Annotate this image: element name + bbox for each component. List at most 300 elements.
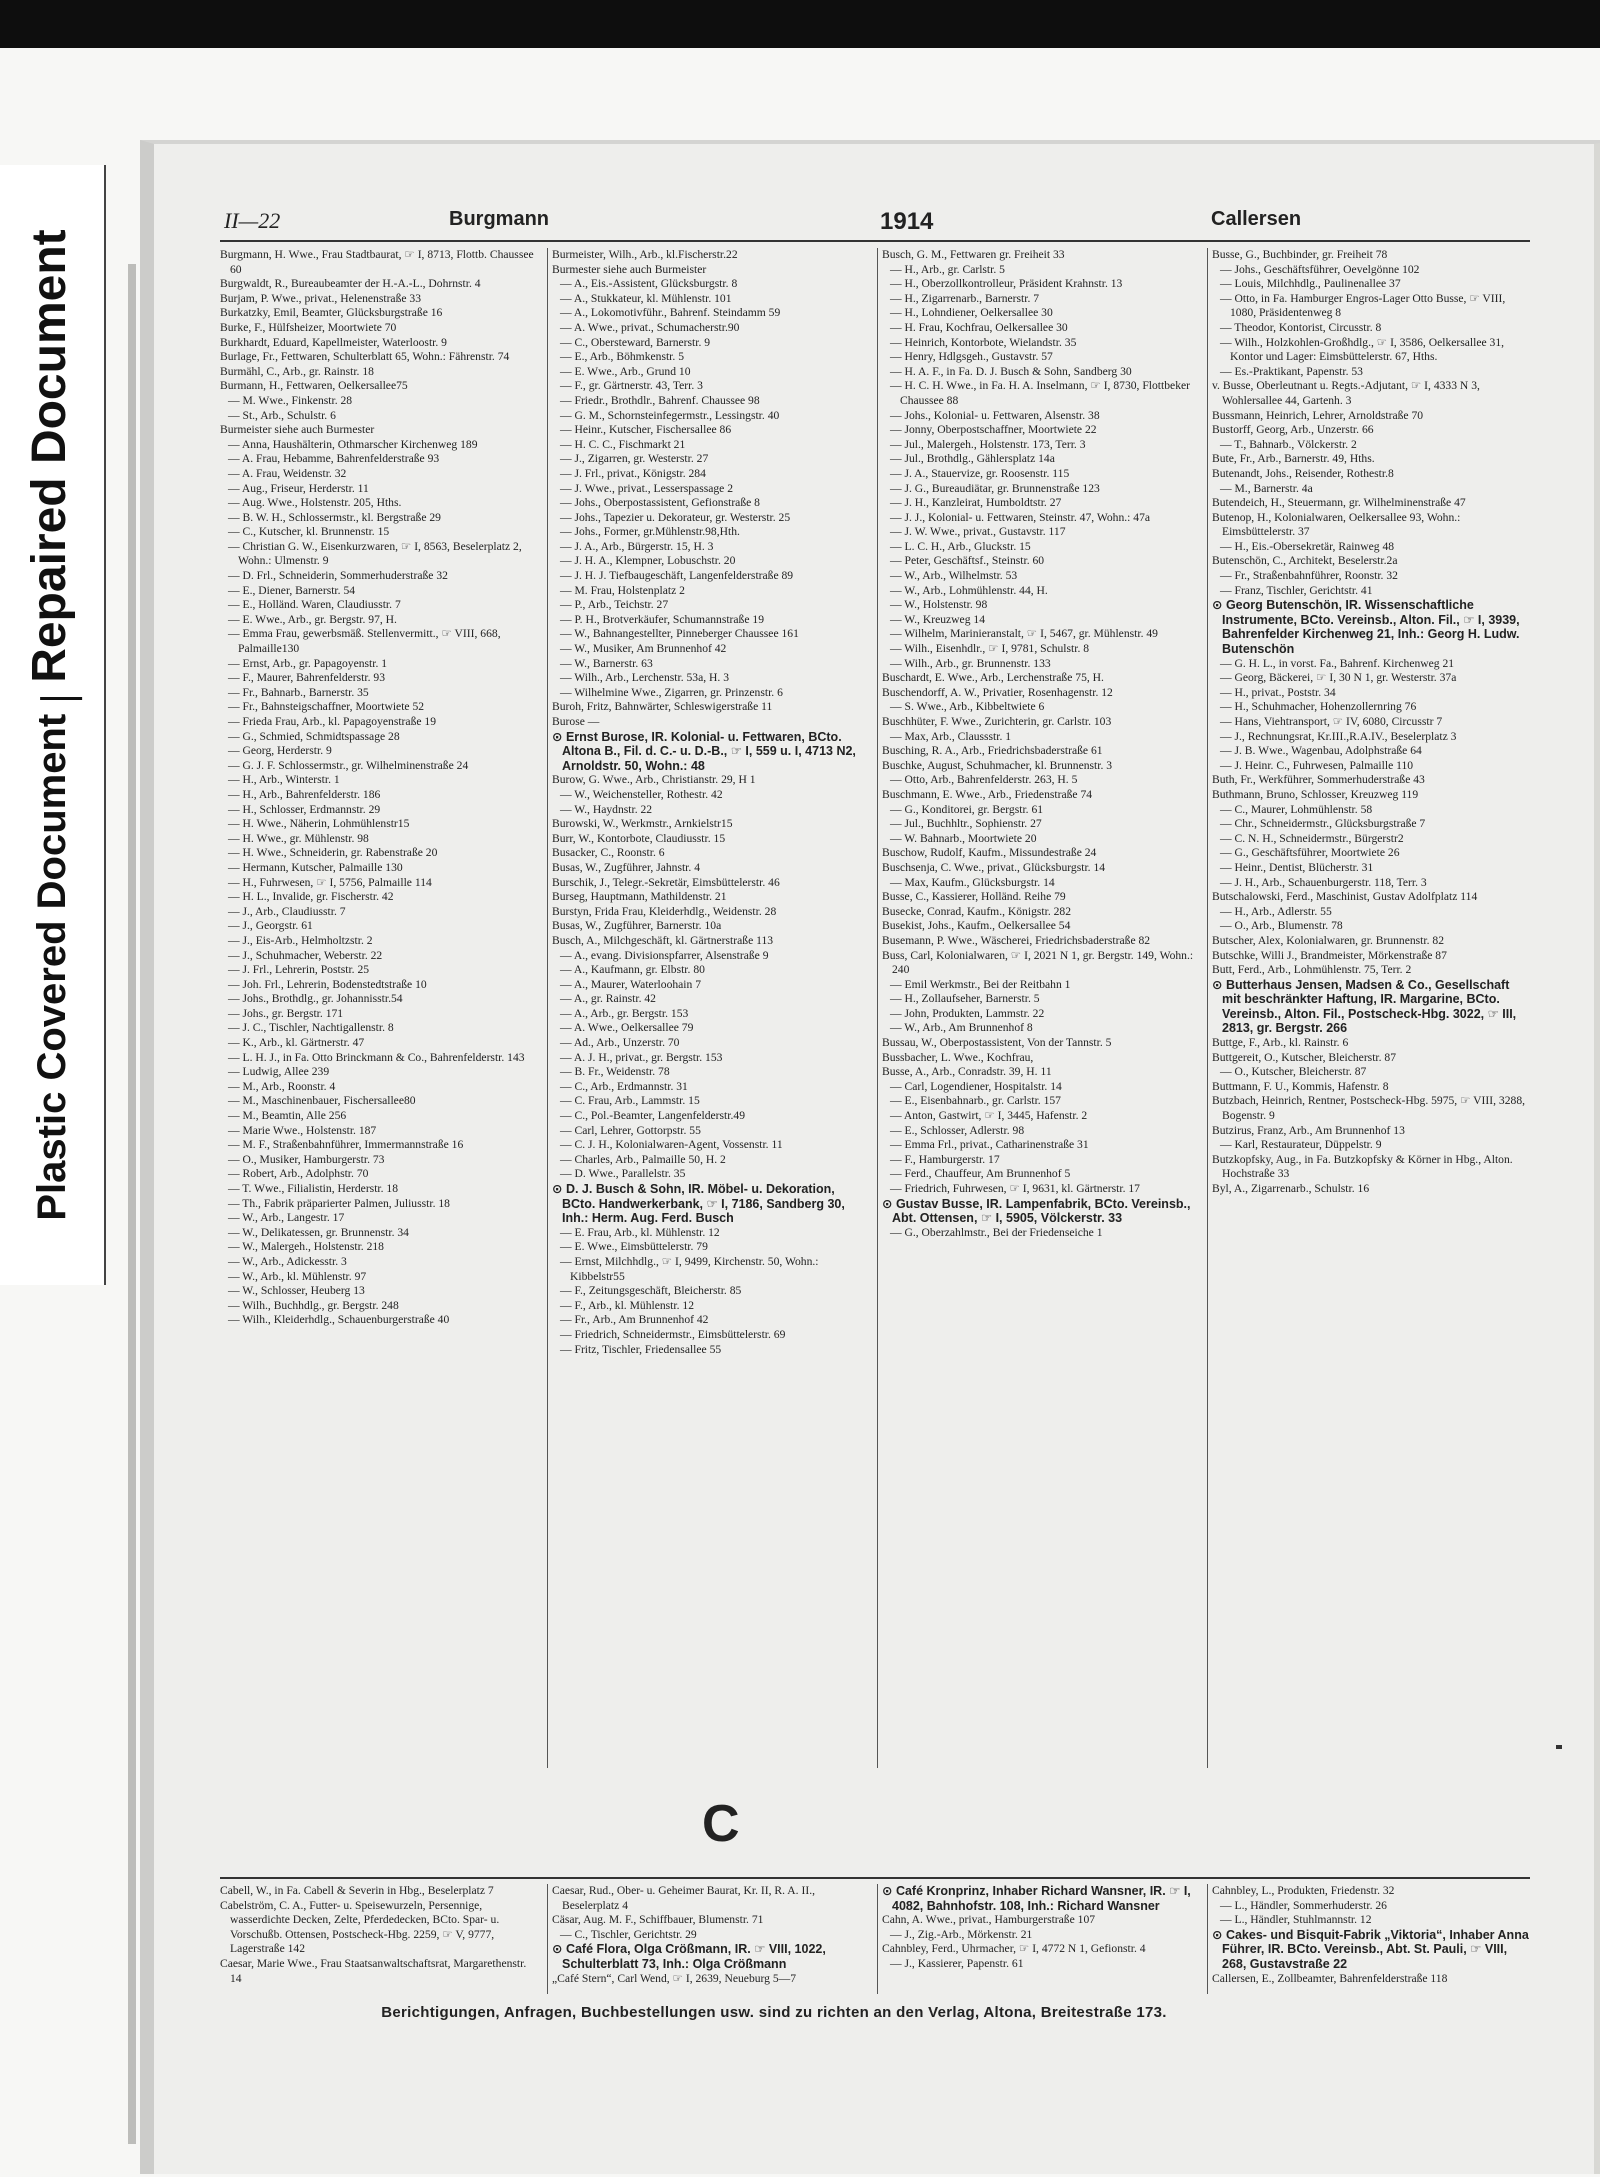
directory-entry: — J. C., Tischler, Nachtigallenstr. 8: [228, 1021, 394, 1035]
directory-entry: — L. H. J., in Fa. Otto Brinckmann & Co., Bahrenfelderstr. 143: [228, 1050, 525, 1064]
directory-entry: — E., Holländ. Waren, Claudiusstr. 7: [228, 598, 401, 612]
directory-entry: Butenandt, Johs., Reisender, Rothestr.8: [1212, 466, 1394, 480]
directory-entry: Buschsenja, C. Wwe., privat., Glücksburgstr. 14: [882, 860, 1106, 874]
column-divider: [547, 248, 548, 1768]
directory-entry: — J. Heinr. C., Fuhrwesen, Palmaille 110: [1220, 758, 1414, 772]
directory-entry: — B. Fr., Weidenstr. 78: [560, 1065, 670, 1079]
directory-entry: Burkhardt, Eduard, Kapellmeister, Waterloostr. 9: [220, 335, 447, 349]
directory-entry: Buthmann, Bruno, Schlosser, Kreuzweg 119: [1212, 787, 1419, 801]
directory-entry: — M. Frau, Holstenplatz 2: [560, 583, 685, 597]
directory-entry: Burmeister siehe auch Burmester: [220, 423, 375, 437]
page-number: II—22: [224, 208, 281, 233]
directory-entry: — Georg, Bäckerei, ☞ I, 30 N 1, gr. Westerstr. 37a: [1220, 671, 1457, 685]
directory-entry: — G. J. F. Schlossermstr., gr. Wilhelminenstraße 24: [228, 758, 469, 772]
directory-entry: Burr, W., Kontorbote, Claudiusstr. 15: [552, 831, 726, 845]
directory-entry: Buss, Carl, Kolonialwaren, ☞ I, 2021 N 1, gr. Bergstr. 149, Wohn.: 240: [882, 948, 1194, 977]
directory-entry: — W., Malergeh., Holstenstr. 218: [228, 1240, 384, 1254]
directory-entry: — J. B. Wwe., Wagenbau, Adolphstraße 64: [1220, 744, 1422, 758]
directory-entry: — Wilhelm, Marinieranstalt, ☞ I, 5467, gr. Mühlenstr. 49: [890, 627, 1158, 641]
directory-entry: — E. Wwe., Arb., gr. Bergstr. 97, H.: [228, 612, 397, 626]
directory-entry: — Ad., Arb., Unzerstr. 70: [560, 1036, 680, 1050]
directory-entry: Burose —: [552, 715, 600, 728]
directory-entry: — W., Kreuzweg 14: [890, 612, 985, 626]
directory-entry: Burmann, H., Fettwaren, Oelkersallee75: [220, 379, 408, 393]
directory-entry: — Otto, in Fa. Hamburger Engros-Lager Otto Busse, ☞ VIII, 1080, Präsidentenweg 8: [1220, 291, 1506, 320]
directory-entry: — H., Schlosser, Erdmannstr. 29: [228, 802, 381, 816]
directory-entry: — H., Zollaufseher, Barnerstr. 5: [890, 992, 1040, 1006]
directory-entry: Buttgereit, O., Kutscher, Bleicherstr. 87: [1212, 1050, 1397, 1064]
directory-entry: — W., Musiker, Am Brunnenhof 42: [560, 642, 727, 656]
scan-background-top: [0, 0, 1600, 48]
directory-entry: — J. Frl., Lehrerin, Poststr. 25: [228, 963, 370, 977]
directory-entry: Cahnbley, L., Produkten, Friedenstr. 32: [1212, 1884, 1395, 1897]
directory-entry: — Aug. Wwe., Holstenstr. 205, Hths.: [228, 496, 402, 510]
directory-entry: Cahn, A. Wwe., privat., Hamburgerstraße 107: [882, 1913, 1096, 1927]
directory-entry: — A. Frau, Hebamme, Bahrenfelderstraße 93: [228, 452, 440, 466]
directory-entry: Buschmann, E. Wwe., Arb., Friedenstraße 74: [882, 787, 1093, 801]
directory-entry: — W., Arb., Am Brunnenhof 8: [890, 1021, 1033, 1035]
directory-entry: Butendeich, H., Steuermann, gr. Wilhelminenstraße 47: [1212, 496, 1466, 510]
directory-entry: — B. W. H., Schlossermstr., kl. Bergstraße 29: [228, 510, 441, 524]
footer-notice: Berichtigungen, Anfragen, Buchbestellungen usw. sind zu richten an den Verlag, Altona, Breitestraße 173.: [381, 2004, 1167, 2021]
directory-entry: Butschalowski, Ferd., Maschinist, Gustav Adolfplatz 114: [1212, 890, 1478, 904]
directory-entry: Buth, Fr., Werkführer, Sommerhuderstraße 43: [1212, 773, 1425, 787]
firm-entry: ⊙ Ernst Burose, IR. Kolonial- u. Fettwaren, BCto. Altona B., Fil. d. C.- u. D.-B., ☞ I, 559 u. I, 4713 N2, Arnoldstr. 50, Wohn.: 48: [552, 729, 856, 773]
directory-entry: — J., Georgstr. 61: [228, 919, 313, 933]
directory-entry: — L., Händler, Sommerhuderstr. 26: [1220, 1898, 1387, 1912]
directory-entry: — Jul., Brothdlg., Gählersplatz 14a: [890, 452, 1055, 466]
directory-entry: — Karl, Restaurateur, Düppelstr. 9: [1220, 1138, 1382, 1152]
directory-entry: — Johs., Brothdlg., gr. Johannisstr.54: [228, 992, 403, 1006]
directory-entry: — J., Kassierer, Papenstr. 61: [890, 1956, 1024, 1970]
directory-entry: Burowski, W., Werkmstr., Arnkielstr15: [552, 817, 733, 831]
directory-entry: — C., Pol.-Beamter, Langenfelderstr.49: [560, 1109, 745, 1123]
directory-entry: — T., Bahnarb., Völckerstr. 2: [1220, 437, 1357, 451]
directory-entry: Busse, G., Buchbinder, gr. Freiheit 78: [1212, 248, 1388, 261]
directory-entry: — P., Arb., Teichstr. 27: [560, 598, 669, 612]
directory-entry: — Friedrich, Schneidermstr., Eimsbüttelerstr. 69: [560, 1327, 786, 1341]
directory-entry: — Theodor, Kontorist, Circusstr. 8: [1220, 320, 1382, 334]
directory-entry: — Th., Fabrik präparierter Palmen, Juliusstr. 18: [228, 1196, 450, 1210]
directory-entry: — D. Wwe., Parallelstr. 35: [560, 1167, 686, 1181]
directory-entry: Burmähl, C., Arb., gr. Rainstr. 18: [220, 364, 374, 378]
directory-entry: — J. A., Stauervize, gr. Roosenstr. 115: [890, 466, 1070, 480]
directory-entry: Busemann, P. Wwe., Wäscherei, Friedrichsbaderstraße 82: [882, 933, 1151, 947]
directory-entry: — C. J. H., Kolonialwaren-Agent, Vossenstr. 11: [560, 1138, 783, 1152]
directory-entry: — M., Barnerstr. 4a: [1220, 481, 1313, 495]
directory-entry: Burlage, Fr., Fettwaren, Schulterblatt 65, Wohn.: Fährenstr. 74: [220, 350, 510, 364]
directory-entry: Butscher, Alex, Kolonialwaren, gr. Brunnenstr. 82: [1212, 933, 1445, 947]
directory-entry: — E. Frau, Arb., kl. Mühlenstr. 12: [560, 1225, 720, 1239]
directory-entry: — W., Arb., Lohmühlenstr. 44, H.: [890, 583, 1048, 597]
directory-entry: — L., Händler, Stuhlmannstr. 12: [1220, 1913, 1372, 1927]
directory-column-1: [220, 1884, 538, 1994]
firm-entry: ⊙ Café Flora, Olga Crößmann, IR. ☞ VIII, 1022, Schulterblatt 73, Inh.: Olga Crößmann: [552, 1942, 826, 1971]
directory-entry: Buschhüter, F. Wwe., Zurichterin, gr. Carlstr. 103: [882, 715, 1112, 728]
directory-entry: — M., Arb., Roonstr. 4: [228, 1079, 336, 1093]
directory-entry: — Wilh., Holzkohlen-Großhdlg., ☞ I, 3586, Oelkersallee 31, Kontor und Lager: Eimsbüttelerstr. 67, Hths.: [1220, 335, 1505, 364]
directory-entry: — Hans, Viehtransport, ☞ IV, 6080, Circusstr 7: [1220, 715, 1443, 728]
directory-column-2: [552, 1884, 870, 1994]
directory-entry: „Café Stern“, Carl Wend, ☞ I, 2639, Neueburg 5—7: [552, 1971, 797, 1985]
directory-entry: — Joh. Frl., Lehrerin, Bodenstedtstraße 10: [228, 977, 427, 991]
directory-entry: — J. J., Kolonial- u. Fettwaren, Steinstr. 47, Wohn.: 47a: [890, 510, 1151, 524]
directory-entry: — H. C. C., Fischmarkt 21: [560, 437, 686, 451]
directory-entry: — M. Wwe., Finkenstr. 28: [228, 393, 353, 407]
directory-entry: — W., Bahnangestellter, Pinneberger Chaussee 161: [560, 627, 799, 641]
directory-entry: — Marie Wwe., Holstenstr. 187: [228, 1123, 377, 1137]
directory-entry: — Henry, Hdlgsgeh., Gustavstr. 57: [890, 350, 1053, 364]
directory-entry: — Frieda Frau, Arb., kl. Papagoyenstraße 19: [228, 715, 437, 728]
directory-entry: — H., Oberzollkontrolleur, Präsident Krahnstr. 13: [890, 277, 1123, 291]
column-divider: [547, 1884, 548, 1994]
directory-entry: — A. Frau, Weidenstr. 32: [228, 466, 347, 480]
directory-entry: — Emil Werkmstr., Bei der Reitbahn 1: [890, 977, 1071, 991]
directory-entry: Burkatzky, Emil, Beamter, Glücksburgstraße 16: [220, 306, 443, 320]
directory-entry: — A., Arb., gr. Bergstr. 153: [560, 1006, 689, 1020]
directory-entry: — Friedrich, Fuhrwesen, ☞ I, 9631, kl. Gärtnerstr. 17: [890, 1182, 1140, 1195]
directory-entry: — Max, Arb., Claussstr. 1: [890, 729, 1012, 743]
directory-entry: — Ludwig, Allee 239: [228, 1065, 330, 1079]
directory-entry: — J. G., Bureaudiätar, gr. Brunnenstraße 123: [890, 481, 1100, 495]
directory-entry: — E., Arb., Böhmkenstr. 5: [560, 350, 684, 364]
directory-entry: — A. Wwe., privat., Schumacherstr.90: [560, 320, 740, 334]
directory-entry: Cäsar, Aug. M. F., Schiffbauer, Blumenstr. 71: [552, 1913, 764, 1927]
directory-entry: — F., Hamburgerstr. 17: [890, 1152, 1000, 1166]
directory-entry: — J. H. J. Tiefbaugeschäft, Langenfelderstraße 89: [560, 569, 794, 583]
directory-entry: — Wilh., Buchhdlg., gr. Bergstr. 248: [228, 1298, 399, 1312]
directory-entry: — J., Schuhmacher, Weberstr. 22: [228, 948, 383, 962]
directory-entry: — Johs., Oberpostassistent, Gefionstraße 8: [560, 496, 760, 510]
directory-entry: — S. Wwe., Arb., Kibbeltwiete 6: [890, 700, 1045, 714]
directory-entry: — E. Wwe., Eimsbüttelerstr. 79: [560, 1240, 708, 1254]
directory-entry: — Georg, Herderstr. 9: [228, 744, 332, 758]
directory-entry: Buttmann, F. U., Kommis, Hafenstr. 8: [1212, 1079, 1389, 1093]
directory-entry: — Fritz, Tischler, Friedensallee 55: [560, 1342, 722, 1356]
directory-entry: — C., Obersteward, Barnerstr. 9: [560, 335, 711, 349]
archive-side-label: [0, 165, 106, 1285]
directory-entry: — L. C. H., Arb., Gluckstr. 15: [890, 539, 1031, 553]
directory-entry: — H. C. H. Wwe., in Fa. H. A. Inselmann, ☞ I, 8730, Flottbeker Chaussee 88: [890, 379, 1190, 407]
firm-entry: ⊙ Cakes- und Bisquit-Fabrik „Viktoria“, Inhaber Anna Führer, IR. BCto. Vereinsb., Abt. St. Pauli, ☞ VIII, 268, Gustavstraße 22: [1212, 1927, 1529, 1971]
directory-entry: — Emma Frau, gewerbsmäß. Stellenvermitt., ☞ VIII, 668, Palmaille130: [228, 627, 501, 656]
directory-entry: — W., Holstenstr. 98: [890, 598, 988, 612]
directory-entry: Buschke, August, Schuhmacher, kl. Brunnenstr. 3: [882, 758, 1113, 772]
directory-entry: Busch, A., Milchgeschäft, kl. Gärtnerstraße 113: [552, 933, 774, 947]
directory-entry: — Es.-Praktikant, Papenstr. 53: [1220, 364, 1363, 378]
directory-entry: — M., Maschinenbauer, Fischersallee80: [228, 1094, 416, 1108]
directory-column-4: [1212, 248, 1530, 1768]
directory-entry: Butt, Ferd., Arb., Lohmühlenstr. 75, Terr. 2: [1212, 963, 1412, 977]
directory-entry: — J., Arb., Claudiusstr. 7: [228, 904, 346, 918]
directory-page: [140, 140, 1600, 2174]
directory-entry: — H., Arb., Winterstr. 1: [228, 773, 340, 787]
directory-entry: Cabelström, C. A., Futter- u. Speisewurzeln, Persennige, wasserdichte Decken, Zelte, Pferdedecken, BCto. Spar- u. Vorschußb. Ottensen, Postscheck-Hbg. 2259, ☞ V, 9777, Lagerstraße 142: [220, 1898, 500, 1956]
directory-entry: — P. H., Brotverkäufer, Schumannstraße 19: [560, 612, 764, 626]
directory-entry: — F., gr. Gärtnerstr. 43, Terr. 3: [560, 379, 703, 393]
directory-entry: — K., Arb., kl. Gärtnerstr. 47: [228, 1036, 365, 1050]
directory-entry: — A., Maurer, Waterloohain 7: [560, 977, 702, 991]
directory-entry: — Fr., Arb., Am Brunnenhof 42: [560, 1313, 709, 1327]
directory-entry: Busas, W., Zugführer, Barnerstr. 10a: [552, 919, 722, 933]
directory-entry: — J. A., Arb., Bürgerstr. 15, H. 3: [560, 539, 714, 553]
directory-entry: — H. L., Invalide, gr. Fischerstr. 42: [228, 890, 394, 904]
directory-entry: Bute, Fr., Arb., Barnerstr. 49, Hths.: [1212, 452, 1375, 466]
directory-entry: — W., Arb., Wilhelmstr. 53: [890, 569, 1018, 583]
directory-entry: — W., Barnerstr. 63: [560, 656, 653, 670]
plastic-covered-label: Plastic Covered Document: [30, 713, 75, 1221]
directory-entry: — H., Arb., Adlerstr. 55: [1220, 904, 1332, 918]
directory-entry: Burgmann, H. Wwe., Frau Stadtbaurat, ☞ I, 8713, Flottb. Chaussee 60: [220, 248, 534, 276]
directory-entry: — W., Arb., Langestr. 17: [228, 1211, 345, 1225]
directory-entry: — C., Kutscher, kl. Brunnenstr. 15: [228, 525, 390, 539]
directory-column-3: [882, 248, 1200, 1768]
directory-entry: — Wilhelmine Wwe., Zigarren, gr. Prinzenstr. 6: [560, 685, 783, 699]
directory-entry: — D. Frl., Schneiderin, Sommerhuderstraße 32: [228, 569, 448, 583]
directory-entry: — Carl, Lehrer, Gottorpstr. 55: [560, 1123, 701, 1137]
directory-entry: Callersen, E., Zollbeamter, Bahrenfelderstraße 118: [1212, 1971, 1448, 1985]
directory-entry: — Robert, Arb., Adolphstr. 70: [228, 1167, 369, 1181]
directory-entry: Butschke, Willi J., Brandmeister, Mörkenstraße 87: [1212, 948, 1447, 962]
directory-entry: Burstyn, Frida Frau, Kleiderhdlg., Weidenstr. 28: [552, 904, 777, 918]
directory-entry: Busse, C., Kassierer, Holländ. Reihe 79: [882, 890, 1066, 904]
directory-entry: Burke, F., Hülfsheizer, Moortwiete 70: [220, 320, 397, 334]
directory-entry: Burmeister, Wilh., Arb., kl.Fischerstr.22: [552, 248, 738, 261]
directory-entry: — O., Musiker, Hamburgerstr. 73: [228, 1152, 385, 1166]
directory-entry: — Otto, Arb., Bahrenfelderstr. 263, H. 5: [890, 773, 1078, 787]
directory-entry: — H. Wwe., gr. Mühlenstr. 98: [228, 831, 369, 845]
directory-entry: Butzbach, Heinrich, Rentner, Postscheck-Hbg. 5975, ☞ VIII, 3288, Bogenstr. 9: [1212, 1094, 1526, 1123]
page-edge-mark: [1556, 1745, 1562, 1749]
directory-entry: — St., Arb., Schulstr. 6: [228, 408, 336, 422]
directory-entry: Bussau, W., Oberpostassistent, Von der Tannstr. 5: [882, 1036, 1112, 1050]
firm-entry: ⊙ Café Kronprinz, Inhaber Richard Wansner, IR. ☞ I, 4082, Bahnhofstr. 108, Inh.: Richard Wansner: [882, 1884, 1191, 1913]
directory-entry: — G., Geschäftsführer, Moortwiete 26: [1220, 846, 1400, 860]
directory-column-3: [882, 1884, 1200, 1994]
directory-entry: — Fr., Bahnarb., Barnerstr. 35: [228, 685, 369, 699]
directory-entry: Butzkopfsky, Aug., in Fa. Butzkopfsky & Körner in Hbg., Alton. Hochstraße 33: [1212, 1152, 1513, 1181]
directory-entry: — Fr., Bahnsteigschaffner, Moortwiete 52: [228, 700, 425, 714]
directory-entry: — C. N. H., Schneidermstr., Bürgerstr2: [1220, 831, 1404, 845]
section-letter: C: [702, 1795, 740, 1853]
directory-entry: — H. Wwe., Näherin, Lohmühlenstr15: [228, 817, 410, 831]
directory-entry: Butzirus, Franz, Arb., Am Brunnenhof 13: [1212, 1123, 1405, 1137]
firm-entry: ⊙ Butterhaus Jensen, Madsen & Co., Gesellschaft mit beschränkter Haftung, IR. Margarine, BCto. Vereinsb., Alton. Fil., Postscheck-Hbg. 3022, ☞ III, 2813, gr. Bergstr. 266: [1212, 977, 1517, 1036]
directory-entry: Busse, A., Arb., Conradstr. 39, H. 11: [882, 1065, 1052, 1079]
directory-entry: Busas, W., Zugführer, Jahnstr. 4: [552, 860, 700, 874]
directory-column-1: [220, 248, 538, 1768]
directory-column-4: [1212, 1884, 1530, 1994]
directory-entry: Buschendorff, A. W., Privatier, Rosenhagenstr. 12: [882, 685, 1113, 699]
directory-entry: — A., Stukkateur, kl. Mühlenstr. 101: [560, 291, 732, 305]
directory-entry: — A., Lokomotivführ., Bahrenf. Steindamm 59: [560, 306, 781, 320]
directory-entry: — F., Zeitungsgeschäft, Bleicherstr. 85: [560, 1284, 742, 1298]
directory-entry: — W., Schlosser, Heuberg 13: [228, 1284, 365, 1298]
directory-entry: — Heinrich, Kontorbote, Wielandstr. 35: [890, 335, 1077, 349]
directory-entry: — Louis, Milchhdlg., Paulinenallee 37: [1220, 277, 1401, 291]
directory-entry: — H., Eis.-Obersekretär, Rainweg 48: [1220, 539, 1395, 553]
page-header: [224, 208, 1524, 238]
directory-entry: — H., Schuhmacher, Hohenzollernring 76: [1220, 700, 1417, 714]
directory-entry: — Jul., Malergeh., Holstenstr. 173, Terr. 3: [890, 437, 1086, 451]
directory-entry: Bussmann, Heinrich, Lehrer, Arnoldstraße 70: [1212, 408, 1424, 422]
directory-entry: — Ernst, Milchhdlg., ☞ I, 9499, Kirchenstr. 50, Wohn.: Kibbelstr55: [560, 1254, 819, 1283]
directory-entry: — G., Oberzahlmstr., Bei der Friedenseiche 1: [890, 1225, 1103, 1239]
directory-entry: — H., Zigarrenarb., Barnerstr. 7: [890, 291, 1040, 305]
directory-entry: — E. Wwe., Arb., Grund 10: [560, 364, 691, 378]
directory-entry: Cahnbley, Ferd., Uhrmacher, ☞ I, 4772 N 1, Gefionstr. 4: [882, 1942, 1146, 1956]
directory-entry: — W., Arb., Adickesstr. 3: [228, 1254, 347, 1268]
directory-entry: — C., Arb., Erdmannstr. 31: [560, 1079, 688, 1093]
directory-entry: Buroh, Fritz, Bahnwärter, Schleswigerstraße 11: [552, 700, 773, 714]
directory-entry: Busecke, Conrad, Kaufm., Königstr. 282: [882, 904, 1072, 918]
firm-entry: ⊙ Georg Butenschön, IR. Wissenschaftliche Instrumente, BCto. Vereinsb., Alton. Fil., ☞ I, 3939, Bahrenfelder Kirchenweg 21, Inh.: Georg H. Ludw. Butenschön: [1212, 598, 1520, 657]
directory-entry: Busch, G. M., Fettwaren gr. Freiheit 33: [882, 248, 1065, 261]
directory-entry: — A. J. H., privat., gr. Bergstr. 153: [560, 1050, 723, 1064]
directory-entry: — Aug., Friseur, Herderstr. 11: [228, 481, 369, 495]
directory-entry: — H., Arb., gr. Carlstr. 5: [890, 262, 1005, 276]
directory-entry: Caesar, Rud., Ober- u. Geheimer Baurat, Kr. II, R. A. II., Beselerplatz 4: [552, 1884, 815, 1912]
directory-entry: — Heinr., Dentist, Blücherstr. 31: [1220, 860, 1374, 874]
directory-entry: — Anna, Haushälterin, Othmarscher Kirchenweg 189: [228, 437, 478, 451]
directory-entry: — H., Arb., Bahrenfelderstr. 186: [228, 787, 381, 801]
directory-entry: — Heinr., Kutscher, Fischersallee 86: [560, 423, 732, 437]
directory-entry: — J., Eis-Arb., Helmholtzstr. 2: [228, 933, 373, 947]
directory-entry: Burjam, P. Wwe., privat., Helenenstraße 33: [220, 291, 422, 305]
directory-entry: Butenschön, C., Architekt, Beselerstr.2a: [1212, 554, 1398, 568]
directory-entry: — Johs., Kolonial- u. Fettwaren, Alsenstr. 38: [890, 408, 1100, 422]
directory-entry: — F., Maurer, Bahrenfelderstr. 93: [228, 671, 386, 685]
directory-entry: — E., Eisenbahnarb., gr. Carlstr. 157: [890, 1094, 1061, 1108]
directory-entry: — J. W. Wwe., privat., Gustavstr. 117: [890, 525, 1066, 539]
directory-entry: — W. Bahnarb., Moortwiete 20: [890, 831, 1037, 845]
directory-entry: — J. H. A., Klempner, Lobuschstr. 20: [560, 554, 736, 568]
column-divider: [1207, 1884, 1208, 1994]
directory-entry: — C. Frau, Arb., Lammstr. 15: [560, 1094, 700, 1108]
directory-entry: — Johs., Former, gr.Mühlenstr.98,Hth.: [560, 525, 740, 539]
directory-entry: — H., privat., Poststr. 34: [1220, 685, 1336, 699]
directory-entry: — J. Frl., privat., Königstr. 284: [560, 466, 706, 480]
section-rule: [220, 1877, 1530, 1879]
directory-entry: — G., Konditorei, gr. Bergstr. 61: [890, 802, 1044, 816]
directory-entry: — Wilh., Eisenhdlr., ☞ I, 9781, Schulstr. 8: [890, 642, 1090, 656]
directory-entry: — Johs., gr. Bergstr. 171: [228, 1006, 344, 1020]
directory-entry: — Emma Frl., privat., Catharinenstraße 31: [890, 1138, 1089, 1152]
directory-entry: — M., Beamtin, Alle 256: [228, 1109, 347, 1123]
directory-entry: — Max, Kaufm., Glücksburgstr. 14: [890, 875, 1055, 889]
directory-entry: — Wilh., Arb., Lerchenstr. 53a, H. 3: [560, 671, 730, 685]
directory-entry: — C., Tischler, Gerichtstr. 29: [560, 1927, 697, 1941]
directory-entry: Bussbacher, L. Wwe., Kochfrau,: [882, 1050, 1034, 1064]
directory-entry: — W., Weichensteller, Rothestr. 42: [560, 787, 723, 801]
directory-entry: — A., evang. Divisionspfarrer, Alsenstraße 9: [560, 948, 769, 962]
directory-entry: — G. M., Schornsteinfegermstr., Lessingstr. 40: [560, 408, 780, 422]
column-divider: [1207, 248, 1208, 1768]
directory-entry: — Ernst, Arb., gr. Papagoyenstr. 1: [228, 656, 388, 670]
firm-entry: ⊙ Gustav Busse, IR. Lampenfabrik, BCto. Vereinsb., Abt. Ottensen, ☞ I, 5905, Völckerstr. 33: [882, 1196, 1191, 1226]
directory-entry: — A., Eis.-Assistent, Glücksburgstr. 8: [560, 277, 738, 291]
directory-entry: — T. Wwe., Filialistin, Herderstr. 18: [228, 1182, 399, 1195]
directory-entry: — G. H. L., in vorst. Fa., Bahrenf. Kirchenweg 21: [1220, 656, 1455, 670]
directory-entry: — J., Zig.-Arb., Mörkenstr. 21: [890, 1927, 1033, 1941]
directory-entry: — Peter, Geschäftsf., Steinstr. 60: [890, 554, 1045, 568]
directory-entry: Buttge, F., Arb., kl. Rainstr. 6: [1212, 1036, 1349, 1050]
directory-entry: — W., Delikatessen, gr. Brunnenstr. 34: [228, 1225, 409, 1239]
label-divider: [40, 697, 82, 700]
header-last-name: Callersen: [1211, 208, 1302, 230]
directory-entry: — Jonny, Oberpostschaffner, Moortwiete 22: [890, 423, 1097, 437]
directory-entry: — Johs., Geschäftsführer, Oevelgönne 102: [1220, 262, 1420, 276]
directory-entry: — Charles, Arb., Palmaille 50, H. 2: [560, 1152, 726, 1166]
directory-entry: Cabell, W., in Fa. Cabell & Severin in Hbg., Beselerplatz 7: [220, 1884, 494, 1897]
directory-entry: — J., Zigarren, gr. Westerstr. 27: [560, 452, 709, 466]
directory-entry: — Wilh., Kleiderhdlg., Schauenburgerstraße 40: [228, 1313, 450, 1327]
directory-entry: Byl, A., Zigarrenarb., Schulstr. 16: [1212, 1182, 1370, 1195]
directory-entry: — C., Maurer, Lohmühlenstr. 58: [1220, 802, 1373, 816]
directory-entry: — W., Arb., kl. Mühlenstr. 97: [228, 1269, 367, 1283]
directory-entry: — O., Kutscher, Bleicherstr. 87: [1220, 1065, 1367, 1079]
header-year: 1914: [880, 208, 934, 235]
directory-entry: — H. Wwe., Schneiderin, gr. Rabenstraße 20: [228, 846, 438, 860]
directory-entry: Caesar, Marie Wwe., Frau Staatsanwaltschaftsrat, Margarethenstr. 14: [220, 1956, 527, 1985]
firm-entry: ⊙ D. J. Busch & Sohn, IR. Möbel- u. Dekoration, BCto. Handwerkerbank, ☞ I, 7186, Sandberg 30, Inh.: Herm. Aug. Ferd. Busch: [552, 1182, 845, 1226]
directory-entry: — A. Wwe., Oelkersallee 79: [560, 1021, 694, 1035]
directory-entry: — Anton, Gastwirt, ☞ I, 3445, Hafenstr. 2: [890, 1109, 1088, 1123]
directory-entry: — H., Lohndiener, Oelkersallee 30: [890, 306, 1053, 320]
header-first-name: Burgmann: [449, 208, 549, 230]
directory-entry: Buschow, Rudolf, Kaufm., Missundestraße 24: [882, 846, 1097, 860]
directory-entry: — A., Kaufmann, gr. Elbstr. 80: [560, 963, 705, 977]
directory-entry: — John, Produkten, Lammstr. 22: [890, 1006, 1045, 1020]
directory-entry: Burow, G. Wwe., Arb., Christianstr. 29, H 1: [552, 773, 756, 787]
directory-entry: — J. H., Arb., Schauenburgerstr. 118, Terr. 3: [1220, 875, 1427, 889]
directory-entry: — M. F., Straßenbahnführer, Immermannstraße 16: [228, 1138, 464, 1152]
directory-entry: — E., Schlosser, Adlerstr. 98: [890, 1123, 1025, 1137]
directory-entry: — Ferd., Chauffeur, Am Brunnenhof 5: [890, 1167, 1071, 1181]
directory-entry: Burschik, J., Telegr.-Sekretär, Eimsbüttelerstr. 46: [552, 875, 780, 889]
directory-entry: — J. Wwe., privat., Lesserspassage 2: [560, 481, 734, 495]
directory-entry: — Fr., Straßenbahnführer, Roonstr. 32: [1220, 569, 1398, 583]
directory-entry: v. Busse, Oberleutnant u. Regts.-Adjutant, ☞ I, 4333 N 3, Wohlersallee 44, Gartenh. 3: [1212, 379, 1480, 407]
directory-entry: Burseg, Hauptmann, Mathildenstr. 21: [552, 890, 727, 904]
header-rule: [220, 240, 1530, 242]
directory-entry: Burgwaldt, R., Bureaubeamter der H.-A.-L., Dohrnstr. 4: [220, 277, 481, 291]
directory-entry: — Hermann, Kutscher, Palmaille 130: [228, 860, 403, 874]
directory-column-2: [552, 248, 870, 1768]
column-divider: [877, 248, 878, 1768]
repaired-label: Repaired Document: [23, 229, 77, 683]
directory-entry: — H., Fuhrwesen, ☞ I, 5756, Palmaille 114: [228, 875, 432, 889]
directory-entry: — H. Frau, Kochfrau, Oelkersallee 30: [890, 320, 1068, 334]
directory-entry: — Jul., Buchhltr., Sophienstr. 27: [890, 817, 1042, 831]
directory-entry: — Chr., Schneidermstr., Glücksburgstraße 7: [1220, 817, 1426, 831]
directory-entry: — Carl, Logendiener, Hospitalstr. 14: [890, 1079, 1062, 1093]
directory-entry: — G., Schmied, Schmidtspassage 28: [228, 729, 400, 743]
directory-entry: Busacker, C., Roonstr. 6: [552, 846, 665, 860]
directory-entry: Burmester siehe auch Burmeister: [552, 262, 707, 276]
directory-entry: — Christian G. W., Eisenkurzwaren, ☞ I, 8563, Beselerplatz 2, Wohn.: Ulmenstr. 9: [228, 539, 522, 568]
directory-entry: — A., gr. Rainstr. 42: [560, 992, 656, 1006]
directory-entry: Busching, R. A., Arb., Friedrichsbaderstraße 61: [882, 744, 1103, 758]
directory-entry: Bustorff, Georg, Arb., Unzerstr. 66: [1212, 423, 1374, 437]
directory-entry: — W., Haydnstr. 22: [560, 802, 653, 816]
directory-entry: Buschardt, E. Wwe., Arb., Lerchenstraße 75, H.: [882, 671, 1104, 685]
directory-entry: — J. H., Kanzleirat, Humboldtstr. 27: [890, 496, 1062, 510]
directory-entry: — E., Diener, Barnerstr. 54: [228, 583, 356, 597]
directory-entry: — Wilh., Arb., gr. Brunnenstr. 133: [890, 656, 1051, 670]
directory-entry: — Friedr., Brothdlr., Bahrenf. Chaussee 98: [560, 393, 760, 407]
column-divider: [877, 1884, 878, 1994]
